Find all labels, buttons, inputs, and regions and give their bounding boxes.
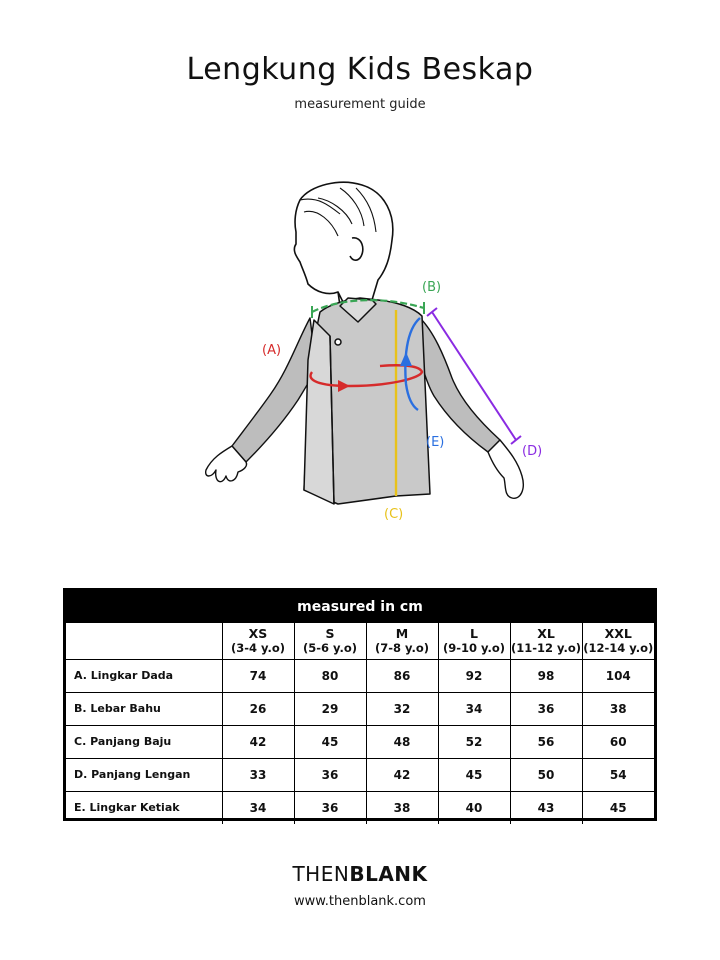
table-cell: 86	[366, 659, 438, 692]
kid-head	[294, 182, 392, 310]
website-link[interactable]: www.thenblank.com	[294, 894, 426, 909]
table-cell: 48	[366, 725, 438, 758]
table-cell: 92	[438, 659, 510, 692]
label-b: (B)	[422, 280, 442, 295]
table-cell: 42	[366, 758, 438, 791]
table-cell: 34	[438, 692, 510, 725]
table-cell: 45	[582, 791, 654, 824]
table-cell: 43	[510, 791, 582, 824]
table-cell: 42	[222, 725, 294, 758]
label-c: (C)	[384, 507, 404, 522]
table-row	[66, 692, 654, 725]
size-l: L (9-10 y.o)	[438, 623, 510, 659]
row-label: D. Panjang Lengan	[66, 758, 222, 791]
table-cell: 104	[582, 659, 654, 692]
table-cell: 52	[438, 725, 510, 758]
row-label: E. Lingkar Ketiak	[66, 791, 222, 824]
size-s: S (5-6 y.o)	[294, 623, 366, 659]
table-row	[66, 659, 654, 692]
table-row	[66, 725, 654, 758]
table-cell: 40	[438, 791, 510, 824]
table-cell: 38	[366, 791, 438, 824]
table-cell: 26	[222, 692, 294, 725]
row-label: B. Lebar Bahu	[66, 692, 222, 725]
size-chart-header: measured in cm	[66, 591, 654, 623]
table-cell: 60	[582, 725, 654, 758]
row-label: A. Lingkar Dada	[66, 659, 222, 692]
size-table	[66, 623, 654, 824]
table-cell: 34	[222, 791, 294, 824]
kid-beskap-drawing	[0, 140, 720, 560]
size-chart	[63, 588, 657, 821]
table-row	[66, 791, 654, 824]
label-e: (E)	[426, 435, 445, 450]
table-cell: 36	[510, 692, 582, 725]
brand-part1: THEN	[292, 862, 350, 886]
table-cell: 45	[438, 758, 510, 791]
brand-logo	[0, 862, 720, 886]
page-subtitle: measurement guide	[294, 97, 426, 112]
table-cell: 38	[582, 692, 654, 725]
measurement-illustration	[0, 140, 720, 560]
label-a: (A)	[262, 343, 282, 358]
corner-cell	[66, 623, 222, 659]
table-cell: 80	[294, 659, 366, 692]
table-cell: 33	[222, 758, 294, 791]
table-row	[66, 758, 654, 791]
row-label: C. Panjang Baju	[66, 725, 222, 758]
table-cell: 36	[294, 791, 366, 824]
label-d: (D)	[522, 444, 543, 459]
size-xs: XS (3-4 y.o)	[222, 623, 294, 659]
table-cell: 29	[294, 692, 366, 725]
page-title: Lengkung Kids Beskap	[186, 52, 534, 87]
brand-part2: BLANK	[349, 862, 428, 886]
size-xl: XL (11-12 y.o)	[510, 623, 582, 659]
table-cell: 32	[366, 692, 438, 725]
table-cell: 98	[510, 659, 582, 692]
table-cell: 50	[510, 758, 582, 791]
table-cell: 36	[294, 758, 366, 791]
table-cell: 45	[294, 725, 366, 758]
table-cell: 54	[582, 758, 654, 791]
size-xxl: XXL (12-14 y.o)	[582, 623, 654, 659]
table-cell: 56	[510, 725, 582, 758]
size-header-row	[66, 623, 654, 659]
size-m: M (7-8 y.o)	[366, 623, 438, 659]
table-cell: 74	[222, 659, 294, 692]
